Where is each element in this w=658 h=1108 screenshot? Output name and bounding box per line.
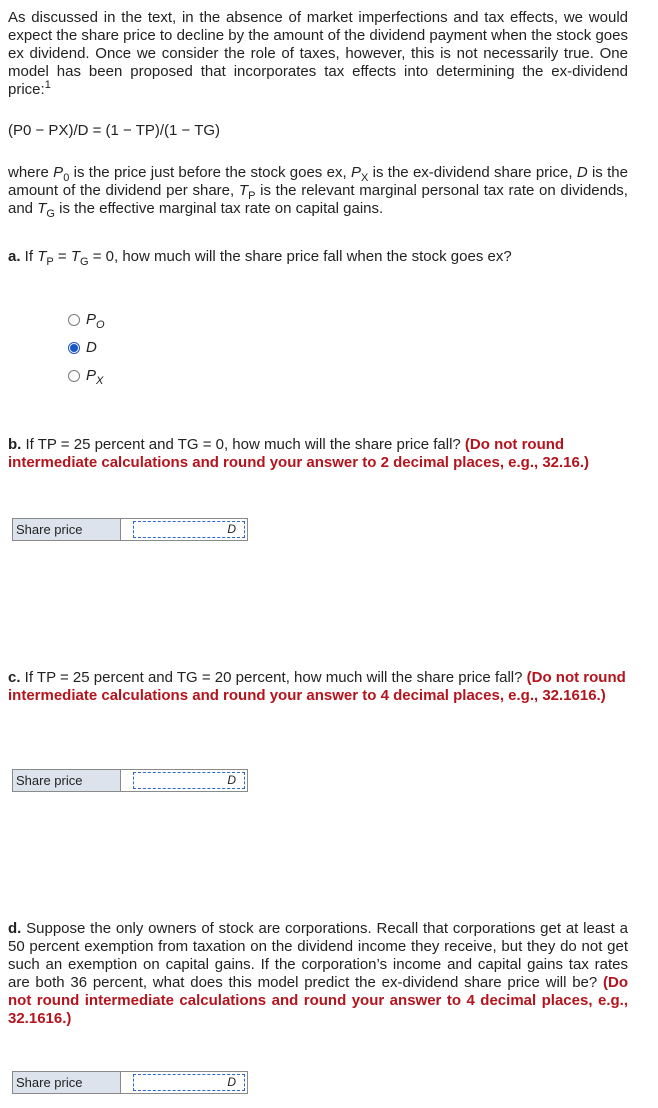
answer-b-label: Share price: [13, 519, 121, 540]
question-c-instruction: (Do not round intermediate calculations and round your answer to 4 decimal places, e.g., 32.1616.): [8, 669, 626, 704]
footnote-mark[interactable]: 1: [44, 79, 51, 91]
question-d-instruction: (Do not round intermediate calculations and round your answer to 4 decimal places, e.g., 32.1616.): [8, 974, 628, 1027]
answer-c-input[interactable]: D: [133, 772, 245, 789]
question-b-instruction: (Do not round intermediate calculations and round your answer to 2 decimal places, e.g., 32.16.): [8, 436, 590, 471]
variable-definitions: where $P_0$ is the price just before the stock goes ex, $P_X$ is the ex-dividend share price, D is the amount of the dividend per share, $T_P$ is the relevant marginal personal tax rate on dividends, and $T_G$ is the effective marginal tax rate on capital gains.: [8, 164, 628, 220]
radio-p0[interactable]: [68, 314, 80, 326]
question-b: b. If TP = 25 percent and TG = 0, how much will the share price fall? (Do not round intermediate calculations and round your answer to 2 decimal places, e.g., 32.16.): [8, 436, 590, 471]
question-c: c. If TP = 25 percent and TG = 20 percent, how much will the share price fall? (Do not round intermediate calculations and round your answer to 4 decimal places, e.g., 32.1616.): [8, 669, 626, 704]
answer-c-label: Share price: [13, 770, 121, 791]
question-c-label: c.: [8, 669, 21, 686]
intro-paragraph: As discussed in the text, in the absence of market imperfections and tax effects, we would expect the share price to decline by the amount of the dividend payment when the stock goes ex dividend. Once we consider the role of taxes, however, this is not necessarily true. One model has been proposed that incorporates tax effects into determining the ex-dividend price:$^1$: [8, 9, 628, 98]
question-a-options: [68, 306, 105, 390]
option-d[interactable]: D: [68, 334, 105, 362]
answer-d-input[interactable]: D: [133, 1074, 245, 1091]
answer-row-c: [12, 769, 248, 792]
question-a: a. If $T_P = T_G = 0$, how much will the share price fall when the stock goes ex?: [8, 248, 512, 268]
question-d: d. Suppose the only owners of stock are corporations. Recall that corporations get at least a 50 percent exemption from taxation on the dividend income they receive, but they do not get such an exemption on capital gains. If the corporation’s income and capital gains tax rates are both 36 percent, what does this model predict the ex-dividend share price will be? (Do not round intermediate calculations and round your answer to 4 decimal places, e.g., 32.1616.): [8, 920, 628, 1027]
radio-px[interactable]: [68, 370, 80, 382]
answer-row-d: [12, 1071, 248, 1094]
answer-b-input[interactable]: D: [133, 521, 245, 538]
answer-row-b: [12, 518, 248, 541]
radio-d-selected[interactable]: [68, 342, 80, 354]
option-px[interactable]: $P_X$: [68, 362, 105, 390]
question-b-label: b.: [8, 436, 22, 453]
ex-dividend-formula: [8, 122, 220, 140]
question-a-label: a.: [8, 248, 21, 265]
formula-text: (P0 − PX)/D = (1 − TP)/(1 − TG): [8, 122, 221, 139]
question-d-label: d.: [8, 920, 22, 937]
answer-d-label: Share price: [13, 1072, 121, 1093]
option-p0[interactable]: $P_O$: [68, 306, 105, 334]
